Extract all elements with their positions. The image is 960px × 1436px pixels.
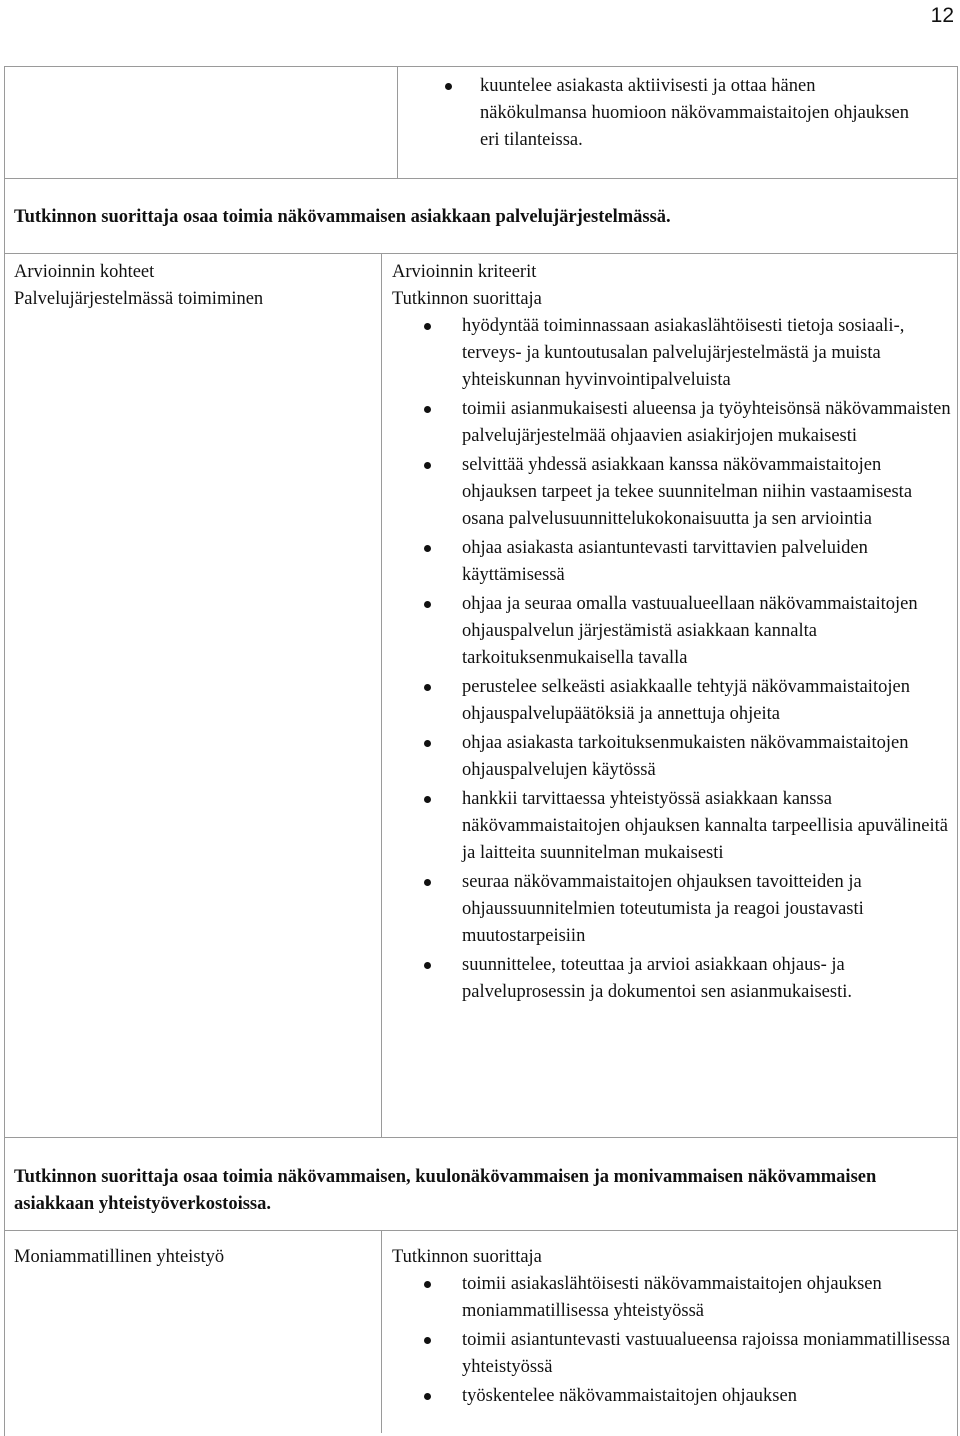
section2-right-cell (392, 1244, 952, 1412)
assessment-criteria-header: Arvioinnin kriteerit (392, 262, 537, 282)
section2-column-divider (381, 1230, 382, 1433)
list-item: työskentelee näkövammaistaitojen ohjauksen (392, 1383, 952, 1410)
top-criteria-cell (398, 73, 918, 156)
list-item: ohjaa asiakasta tarkoituksenmukaisten näkövammaistaitojen ohjauspalvelujen käytössä (392, 730, 952, 784)
list-item: seuraa näkövammaistaitojen ohjauksen tavoitteiden ja ohjaussuunnitelmien toteutumista ja reagoi joustavasti muutostarpeisiin (392, 869, 952, 950)
list-item: toimii asianmukaisesti alueensa ja työyhteisönsä näkövammaisten palvelujärjestelmää ohjaavien asiakirjojen mukaisesti (392, 396, 952, 450)
section1-row-divider (4, 253, 958, 254)
section1-left-cell (14, 259, 374, 313)
list-item: selvittää yhdessä asiakkaan kanssa näkövammaistaitojen ohjauksen tarpeet ja tekee suunnitelman niihin vastaamisesta osana palvelusuunnittelukokonaisuutta ja sen arviointia (392, 452, 952, 533)
list-item: kuuntelee asiakasta aktiivisesti ja ottaa hänen näkökulmansa huomioon näkövammaistaitojen ohjauksen eri tilanteissa. (398, 73, 918, 154)
assessment-target-value: Moniammatillinen yhteistyö (14, 1247, 225, 1267)
top-criteria-list (398, 73, 918, 154)
section2-heading: Tutkinnon suorittaja osaa toimia näkövammaisen, kuulonäkövammaisen ja monivammaisen näkövammaisen asiakkaan yhteistyöverkostoissa. (14, 1167, 877, 1214)
top-row-divider (4, 178, 958, 179)
section2-left-cell (14, 1244, 374, 1271)
section1-bottom-divider (4, 1137, 958, 1138)
list-item: perustelee selkeästi asiakkaalle tehtyjä näkövammaistaitojen ohjauspalvelupäätöksiä ja annettuja ohjeita (392, 674, 952, 728)
assessment-target-value: Palvelujärjestelmässä toimiminen (14, 289, 264, 309)
list-item: hankkii tarvittaessa yhteistyössä asiakkaan kanssa näkövammaistaitojen ohjauksen kannalta tarpeellisia apuvälineitä ja laitteita suunnitelman mukaisesti (392, 786, 952, 867)
section1-heading: Tutkinnon suorittaja osaa toimia näkövammaisen asiakkaan palvelujärjestelmässä. (14, 207, 671, 227)
section2-row-divider (4, 1230, 958, 1231)
list-item: toimii asiakaslähtöisesti näkövammaistaitojen ohjauksen moniammatillisessa yhteistyössä (392, 1271, 952, 1325)
list-item: ohjaa ja seuraa omalla vastuualueellaan näkövammaistaitojen ohjauspalvelun järjestämistä asiakkaan kannalta tarkoituksenmukaisella tavalla (392, 591, 952, 672)
page-number: 12 (930, 4, 954, 27)
list-item: suunnittelee, toteuttaa ja arvioi asiakkaan ohjaus- ja palveluprosessin ja dokumentoi sen asianmukaisesti. (392, 952, 952, 1006)
list-item: toimii asiantuntevasti vastuualueensa rajoissa moniammatillisessa yhteistyössä (392, 1327, 952, 1381)
section1-criteria-list (392, 313, 952, 1006)
section2-criteria-list (392, 1271, 952, 1410)
list-item: ohjaa asiakasta asiantuntevasti tarvittavien palveluiden käyttämisessä (392, 535, 952, 589)
assessment-criteria-subheader: Tutkinnon suorittaja (392, 1247, 542, 1267)
assessment-criteria-subheader: Tutkinnon suorittaja (392, 289, 542, 309)
section1-right-cell (392, 259, 952, 1008)
assessment-targets-header: Arvioinnin kohteet (14, 262, 155, 282)
section1-column-divider (381, 253, 382, 1137)
list-item: hyödyntää toiminnassaan asiakaslähtöisesti tietoja sosiaali-, terveys- ja kuntoutusalan palvelujärjestelmästä ja muista yhteiskunnan hyvinvointipalveluista (392, 313, 952, 394)
